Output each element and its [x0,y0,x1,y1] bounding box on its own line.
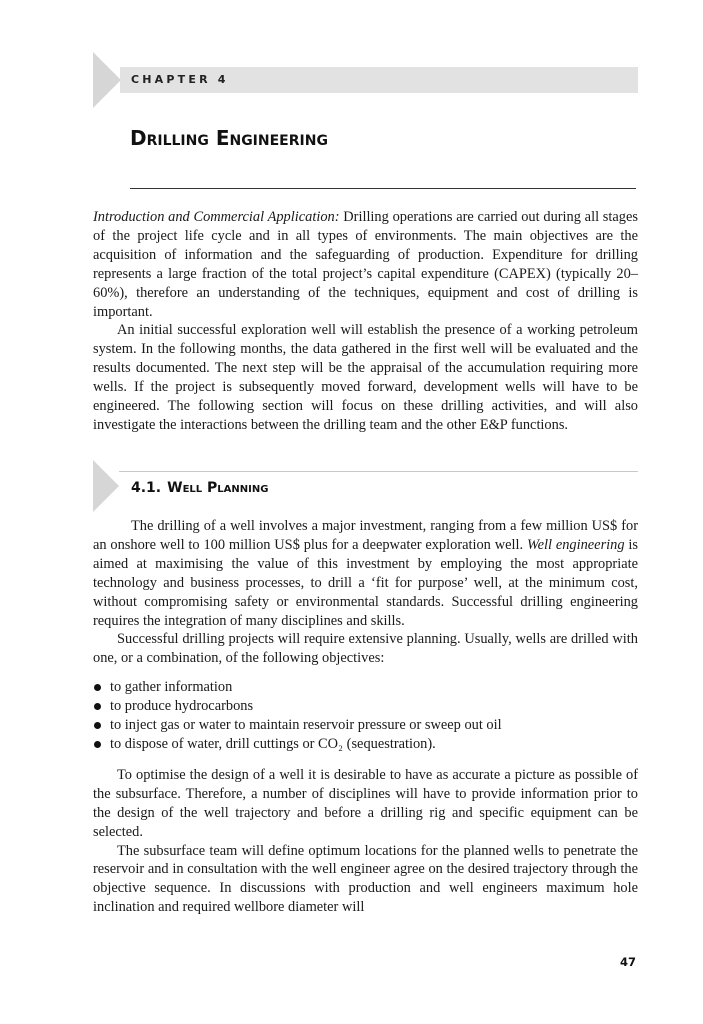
list-item: to produce hydrocarbons [93,697,638,716]
section-arrow-decoration [93,460,119,512]
section-paragraph-3: To optimise the design of a well it is desirable to have as accurate a picture as possible of the subsurface. Therefore, a number of disciplines will have to provide information prior to the design of the well trajectory and before a drilling rig and specific equipment can be selected. [93,766,638,840]
list-item: to dispose of water, drill cuttings or CO₂ (sequestration). [93,735,638,754]
well-engineering-term: Well engineering [526,536,625,553]
chapter-arrow-decoration [93,52,121,108]
chapter-title: Drilling Engineering [130,126,328,150]
section-heading [131,480,268,496]
section-paragraph-1-start: The drilling of a well involves a major investment, ranging from a few million US$ for an onshore well to 100 million US$ plus for a deepwater exploration well. [93,518,638,553]
section-title: Well Planning [167,480,269,496]
intro-paragraph-1-text: Drilling operations are carried out during all stages of the project life cycle and in all types of environments. The main objectives are the acquisition of information and the safeguarding of production. Expenditure for drilling represents a large fraction of the total project’s capital expenditure (CAPEX) (typically 20–60%), therefore an understanding of the techniques, equipment and cost of drilling is important. [93,209,638,320]
section-paragraph-2: Successful drilling projects will require extensive planning. Usually, wells are drilled with one, or a combination, of the following objectives: [93,631,638,667]
chapter-label: CHAPTER 4 [131,73,229,86]
title-rule [130,188,636,189]
section-paragraph-1 [93,517,638,630]
intro-block [93,208,638,435]
page-number: 47 [620,955,637,969]
section-number: 4.1. [131,480,162,496]
section-paragraph-4: The subsurface team will define optimum locations for the planned wells to penetrate the reservoir and in consultation with the well engineer agree on the desired trajectory through the objective sequence. In discussions with production and well engineers maximum hole inclination and required wellbore diameter will [93,842,638,916]
intro-paragraph-1 [93,208,638,321]
section-rule [119,471,638,472]
section-paragraph-1-end: is aimed at maximising the value of this investment by employing the most appropriate technology and business processes, to drill a ‘fit for purpose’ well, at the minimum cost, without compromising safety or environmental standards. Successful drilling engineering requires the integration of many disciplines and skills. [93,536,638,629]
intro-lead: Introduction and Commercial Application: [93,209,340,225]
section-body [93,517,638,917]
list-item: to inject gas or water to maintain reservoir pressure or sweep out oil [93,716,638,735]
intro-paragraph-2: An initial successful exploration well will establish the presence of a working petroleum system. In the following months, the data gathered in the first well will be evaluated and the results documented. The next step will be the appraisal of the accumulation requiring more wells. If the project is subsequently moved forward, development wells will have to be engineered. The following section will focus on these drilling activities, and will also investigate the interactions between the drilling team and the other E&P functions. [93,322,638,433]
objectives-list [93,678,638,754]
list-item: to gather information [93,678,638,697]
